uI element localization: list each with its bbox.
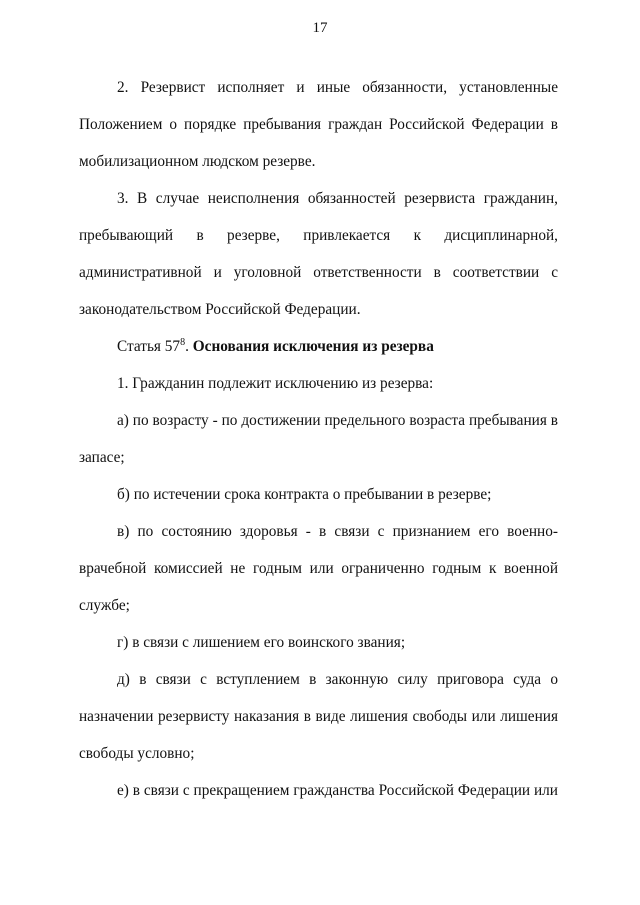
text-line: 1. Гражданин подлежит исключению из резерва: <box>117 375 434 392</box>
text-line: запасе; <box>79 449 125 466</box>
article-number: Статья 57 <box>117 338 181 355</box>
text-line: г) в связи с лишением его воинского звания; <box>117 634 406 651</box>
text-line: е) в связи с прекращением гражданства Российской Федерации или <box>117 782 558 799</box>
text-line: законодательством Российской Федерации. <box>79 301 361 318</box>
subclause-e <box>79 772 558 809</box>
paragraph-2 <box>79 69 558 180</box>
text-line: службе; <box>79 597 130 614</box>
subclause-v <box>79 513 558 624</box>
article-number-superscript: 8 <box>180 336 186 348</box>
text-line: а) по возрасту - по достижении предельного возраста пребывания в <box>117 412 558 429</box>
text-line: д) в связи с вступлением в законную силу приговора суда о <box>117 671 558 688</box>
subclause-a <box>79 402 558 476</box>
article-heading <box>79 328 558 365</box>
clause-1 <box>79 365 558 402</box>
text-line: б) по истечении срока контракта о пребывании в резерве; <box>117 486 492 503</box>
subclause-b <box>79 476 558 513</box>
article-title: Основания исключения из резерва <box>192 338 434 355</box>
text-line: врачебной комиссией не годным или ограниченно годным к военной <box>79 560 558 577</box>
document-body <box>79 69 558 809</box>
text-line: мобилизационном людском резерве. <box>79 153 316 170</box>
text-line: назначении резервисту наказания в виде лишения свободы или лишения <box>79 708 558 725</box>
text-line: пребывающий в резерве, привлекается к дисциплинарной, <box>79 227 558 244</box>
text-line: 2. Резервист исполняет и иные обязанности, установленные <box>117 79 558 96</box>
text-line: Положением о порядке пребывания граждан Российской Федерации в <box>79 116 558 133</box>
text-line: административной и уголовной ответственности в соответствии с <box>79 264 558 281</box>
page-number: 17 <box>312 20 328 36</box>
subclause-g <box>79 624 558 661</box>
text-line: в) по состоянию здоровья - в связи с признанием его военно- <box>117 523 558 540</box>
article-dot: . <box>185 338 193 355</box>
subclause-d <box>79 661 558 772</box>
paragraph-3 <box>79 180 558 328</box>
article-heading-line <box>79 328 558 365</box>
text-line: 3. В случае неисполнения обязанностей резервиста гражданин, <box>117 190 558 207</box>
text-line: свободы условно; <box>79 745 195 762</box>
